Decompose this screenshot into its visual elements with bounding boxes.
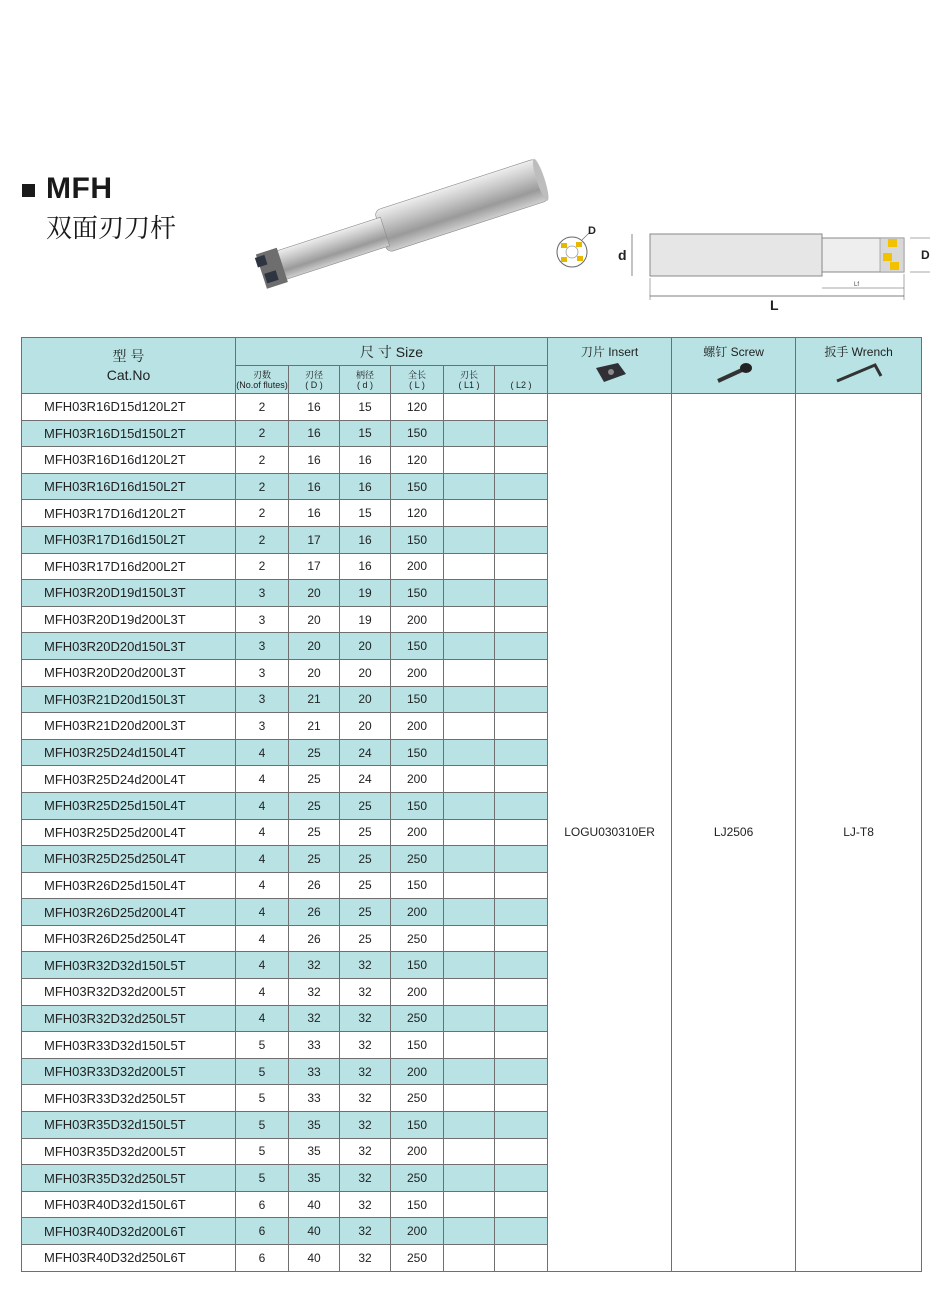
cell-L2 xyxy=(495,1058,548,1085)
cell-L1 xyxy=(444,686,495,713)
cell-d: 32 xyxy=(340,1005,391,1032)
cell-L1 xyxy=(444,580,495,607)
header-insert-label: 刀片 Insert xyxy=(580,345,639,359)
cell-L: 250 xyxy=(391,846,444,873)
cell-d: 25 xyxy=(340,792,391,819)
cell-L1 xyxy=(444,766,495,793)
cell-flutes: 2 xyxy=(236,447,289,474)
header-wrench xyxy=(796,338,922,394)
cell-d: 20 xyxy=(340,659,391,686)
cell-flutes: 2 xyxy=(236,473,289,500)
cell-L1 xyxy=(444,1245,495,1272)
cell-L2 xyxy=(495,819,548,846)
cell-cat-no: MFH03R33D32d150L5T xyxy=(22,1032,236,1059)
cell-L1 xyxy=(444,952,495,979)
cell-L2 xyxy=(495,500,548,527)
cell-flutes: 2 xyxy=(236,500,289,527)
cell-L: 150 xyxy=(391,686,444,713)
cell-L: 150 xyxy=(391,580,444,607)
cell-flutes: 3 xyxy=(236,633,289,660)
title-bullet xyxy=(22,184,35,197)
cell-flutes: 4 xyxy=(236,846,289,873)
cell-D: 25 xyxy=(289,739,340,766)
cell-cat-no: MFH03R35D32d200L5T xyxy=(22,1138,236,1165)
cell-flutes: 3 xyxy=(236,606,289,633)
cell-D: 32 xyxy=(289,952,340,979)
cell-flutes: 4 xyxy=(236,899,289,926)
header-L1 xyxy=(444,366,495,394)
cell-flutes: 2 xyxy=(236,420,289,447)
cell-flutes: 6 xyxy=(236,1245,289,1272)
cell-wrench: LJ-T8 xyxy=(796,394,922,1272)
cell-L: 150 xyxy=(391,473,444,500)
cell-cat-no: MFH03R17D16d200L2T xyxy=(22,553,236,580)
cell-d: 32 xyxy=(340,1058,391,1085)
cell-flutes: 5 xyxy=(236,1138,289,1165)
cell-d: 16 xyxy=(340,447,391,474)
cell-d: 20 xyxy=(340,633,391,660)
tool-holder-image xyxy=(250,150,560,300)
cell-d: 15 xyxy=(340,500,391,527)
cell-L2 xyxy=(495,899,548,926)
cell-L1 xyxy=(444,1005,495,1032)
cell-L2 xyxy=(495,447,548,474)
cell-cat-no: MFH03R40D32d200L6T xyxy=(22,1218,236,1245)
cell-D: 21 xyxy=(289,686,340,713)
cell-L1 xyxy=(444,1112,495,1139)
cell-L2 xyxy=(495,553,548,580)
cell-L2 xyxy=(495,1032,548,1059)
cell-D: 25 xyxy=(289,792,340,819)
cell-d: 20 xyxy=(340,686,391,713)
cell-d: 25 xyxy=(340,925,391,952)
cell-L: 200 xyxy=(391,1138,444,1165)
header-model xyxy=(22,338,236,394)
cell-flutes: 2 xyxy=(236,526,289,553)
cell-flutes: 2 xyxy=(236,553,289,580)
cell-flutes: 4 xyxy=(236,766,289,793)
cell-cat-no: MFH03R21D20d200L3T xyxy=(22,713,236,740)
end-view-D-label: D xyxy=(588,225,596,237)
cell-L2 xyxy=(495,792,548,819)
cell-L1 xyxy=(444,846,495,873)
cell-L2 xyxy=(495,766,548,793)
cell-L: 150 xyxy=(391,1112,444,1139)
cell-L2 xyxy=(495,952,548,979)
cell-d: 32 xyxy=(340,1032,391,1059)
cell-L: 150 xyxy=(391,1032,444,1059)
cell-L1 xyxy=(444,925,495,952)
cell-L2 xyxy=(495,872,548,899)
cell-L2 xyxy=(495,659,548,686)
cell-L1 xyxy=(444,1218,495,1245)
cell-cat-no: MFH03R33D32d250L5T xyxy=(22,1085,236,1112)
cell-L: 120 xyxy=(391,500,444,527)
cell-L: 200 xyxy=(391,766,444,793)
cell-L: 200 xyxy=(391,713,444,740)
cell-d: 25 xyxy=(340,846,391,873)
cell-L1 xyxy=(444,659,495,686)
cell-flutes: 5 xyxy=(236,1112,289,1139)
cell-cat-no: MFH03R16D15d120L2T xyxy=(22,394,236,421)
header-flutes-cn: 刃数 xyxy=(252,369,271,380)
cell-d: 32 xyxy=(340,1218,391,1245)
header-L2-en: ( L2 ) xyxy=(510,379,532,390)
cell-L: 200 xyxy=(391,1218,444,1245)
cell-L1 xyxy=(444,1165,495,1192)
cell-D: 25 xyxy=(289,766,340,793)
cell-L2 xyxy=(495,1112,548,1139)
cell-cat-no: MFH03R26D25d150L4T xyxy=(22,872,236,899)
cell-L: 150 xyxy=(391,739,444,766)
cell-flutes: 6 xyxy=(236,1191,289,1218)
cell-L: 150 xyxy=(391,420,444,447)
cell-cat-no: MFH03R20D20d200L3T xyxy=(22,659,236,686)
cell-L1 xyxy=(444,792,495,819)
cell-L1 xyxy=(444,473,495,500)
cell-L1 xyxy=(444,1085,495,1112)
cell-d: 24 xyxy=(340,766,391,793)
cell-L: 250 xyxy=(391,1245,444,1272)
cell-cat-no: MFH03R25D25d250L4T xyxy=(22,846,236,873)
cell-flutes: 2 xyxy=(236,394,289,421)
cell-cat-no: MFH03R32D32d150L5T xyxy=(22,952,236,979)
wrench-icon xyxy=(831,360,887,386)
cell-d: 32 xyxy=(340,1112,391,1139)
shank-d-label: d xyxy=(618,247,627,263)
header-L1-cn: 刃长 xyxy=(459,369,478,380)
cell-L2 xyxy=(495,1191,548,1218)
cell-d: 32 xyxy=(340,1191,391,1218)
cell-d: 32 xyxy=(340,1138,391,1165)
cell-flutes: 4 xyxy=(236,952,289,979)
cell-D: 21 xyxy=(289,713,340,740)
header-L xyxy=(391,366,444,394)
cell-d: 32 xyxy=(340,1245,391,1272)
cell-D: 40 xyxy=(289,1191,340,1218)
cell-L1 xyxy=(444,420,495,447)
cell-d: 24 xyxy=(340,739,391,766)
cell-L1 xyxy=(444,553,495,580)
cell-flutes: 5 xyxy=(236,1085,289,1112)
cell-L2 xyxy=(495,846,548,873)
cell-D: 33 xyxy=(289,1058,340,1085)
cell-D: 16 xyxy=(289,447,340,474)
header-screw xyxy=(672,338,796,394)
cell-d: 15 xyxy=(340,394,391,421)
header-L-en: ( L ) xyxy=(409,379,425,390)
cell-d: 20 xyxy=(340,713,391,740)
cell-d: 19 xyxy=(340,580,391,607)
cell-D: 20 xyxy=(289,633,340,660)
header-L-cn: 全长 xyxy=(407,369,426,380)
cell-L: 150 xyxy=(391,872,444,899)
cell-L: 150 xyxy=(391,1191,444,1218)
cell-L: 200 xyxy=(391,1058,444,1085)
length-Lf-label: Lf xyxy=(854,282,860,288)
cell-flutes: 5 xyxy=(236,1165,289,1192)
cell-d: 19 xyxy=(340,606,391,633)
cell-D: 25 xyxy=(289,819,340,846)
cell-d: 25 xyxy=(340,899,391,926)
cell-screw: LJ2506 xyxy=(672,394,796,1272)
cell-L1 xyxy=(444,447,495,474)
cell-L2 xyxy=(495,925,548,952)
cell-flutes: 4 xyxy=(236,739,289,766)
cell-flutes: 4 xyxy=(236,925,289,952)
cell-L2 xyxy=(495,420,548,447)
cell-cat-no: MFH03R25D25d150L4T xyxy=(22,792,236,819)
cell-flutes: 4 xyxy=(236,792,289,819)
cell-d: 16 xyxy=(340,553,391,580)
cell-L2 xyxy=(495,1218,548,1245)
cell-D: 16 xyxy=(289,473,340,500)
cell-d: 25 xyxy=(340,819,391,846)
page-title: MFH xyxy=(46,172,113,205)
cell-cat-no: MFH03R25D25d200L4T xyxy=(22,819,236,846)
cell-D: 32 xyxy=(289,979,340,1006)
cell-D: 40 xyxy=(289,1245,340,1272)
cell-D: 40 xyxy=(289,1218,340,1245)
cell-cat-no: MFH03R32D32d250L5T xyxy=(22,1005,236,1032)
cell-flutes: 3 xyxy=(236,659,289,686)
cell-flutes: 4 xyxy=(236,1005,289,1032)
cell-D: 26 xyxy=(289,872,340,899)
header-size: 尺 寸 Size xyxy=(236,338,548,366)
cell-d: 16 xyxy=(340,526,391,553)
cell-flutes: 3 xyxy=(236,713,289,740)
cell-cat-no: MFH03R25D24d150L4T xyxy=(22,739,236,766)
cell-L: 200 xyxy=(391,899,444,926)
cell-L1 xyxy=(444,979,495,1006)
cell-L: 120 xyxy=(391,394,444,421)
cell-cat-no: MFH03R17D16d120L2T xyxy=(22,500,236,527)
cell-L: 200 xyxy=(391,819,444,846)
page-subtitle: 双面刃刀杆 xyxy=(46,213,177,243)
cell-flutes: 3 xyxy=(236,686,289,713)
header-D-cn: 刃径 xyxy=(304,369,323,380)
cell-L2 xyxy=(495,1085,548,1112)
cell-L2 xyxy=(495,1005,548,1032)
spec-table-body xyxy=(22,394,922,1272)
cell-d: 25 xyxy=(340,872,391,899)
cell-L1 xyxy=(444,1058,495,1085)
cell-cat-no: MFH03R35D32d150L5T xyxy=(22,1112,236,1139)
cell-L1 xyxy=(444,394,495,421)
cell-cat-no: MFH03R33D32d200L5T xyxy=(22,1058,236,1085)
length-L-label: L xyxy=(770,297,779,313)
cell-L2 xyxy=(495,580,548,607)
cell-L2 xyxy=(495,633,548,660)
cell-flutes: 5 xyxy=(236,1058,289,1085)
cell-cat-no: MFH03R20D19d200L3T xyxy=(22,606,236,633)
cell-D: 16 xyxy=(289,500,340,527)
cell-L: 250 xyxy=(391,1005,444,1032)
cell-L1 xyxy=(444,500,495,527)
cell-d: 32 xyxy=(340,1165,391,1192)
cell-cat-no: MFH03R16D16d150L2T xyxy=(22,473,236,500)
cell-L1 xyxy=(444,526,495,553)
cell-L1 xyxy=(444,899,495,926)
cell-L2 xyxy=(495,473,548,500)
cell-flutes: 3 xyxy=(236,580,289,607)
cell-insert: LOGU030310ER xyxy=(548,394,672,1272)
cell-L: 120 xyxy=(391,447,444,474)
cell-cat-no: MFH03R35D32d250L5T xyxy=(22,1165,236,1192)
cell-L: 150 xyxy=(391,952,444,979)
header-model-cn: 型 号 xyxy=(112,347,145,364)
header-flutes xyxy=(236,366,289,394)
cell-cat-no: MFH03R26D25d200L4T xyxy=(22,899,236,926)
cell-D: 20 xyxy=(289,580,340,607)
cell-L2 xyxy=(495,713,548,740)
cell-d: 32 xyxy=(340,979,391,1006)
cell-D: 26 xyxy=(289,925,340,952)
header-L2 xyxy=(495,366,548,394)
cell-L2 xyxy=(495,526,548,553)
cell-D: 26 xyxy=(289,899,340,926)
cell-D: 35 xyxy=(289,1112,340,1139)
cell-L2 xyxy=(495,606,548,633)
cell-L1 xyxy=(444,739,495,766)
cell-L1 xyxy=(444,1191,495,1218)
cell-L2 xyxy=(495,979,548,1006)
cell-D: 35 xyxy=(289,1138,340,1165)
cell-d: 32 xyxy=(340,952,391,979)
cell-L1 xyxy=(444,1032,495,1059)
header-insert xyxy=(548,338,672,394)
cell-flutes: 4 xyxy=(236,819,289,846)
insert-icon xyxy=(590,360,630,386)
cell-L: 150 xyxy=(391,792,444,819)
cell-L1 xyxy=(444,819,495,846)
cell-D: 20 xyxy=(289,606,340,633)
cell-cat-no: MFH03R20D19d150L3T xyxy=(22,580,236,607)
header-D xyxy=(289,366,340,394)
cell-D: 16 xyxy=(289,420,340,447)
cell-L: 200 xyxy=(391,979,444,1006)
cutting-D-label: D xyxy=(921,248,930,262)
cell-D: 33 xyxy=(289,1085,340,1112)
header-flutes-en: (No.of flutes) xyxy=(236,379,288,390)
cell-L2 xyxy=(495,1165,548,1192)
cell-L: 150 xyxy=(391,633,444,660)
cell-D: 32 xyxy=(289,1005,340,1032)
cell-cat-no: MFH03R21D20d150L3T xyxy=(22,686,236,713)
cell-flutes: 4 xyxy=(236,872,289,899)
cell-cat-no: MFH03R40D32d250L6T xyxy=(22,1245,236,1272)
header-d-cn: 柄径 xyxy=(355,369,374,380)
header-wrench-label: 扳手 Wrench xyxy=(824,345,893,359)
cell-L1 xyxy=(444,633,495,660)
cell-cat-no: MFH03R17D16d150L2T xyxy=(22,526,236,553)
cell-L1 xyxy=(444,872,495,899)
spec-table xyxy=(21,337,922,1272)
cell-cat-no: MFH03R25D24d200L4T xyxy=(22,766,236,793)
screw-icon xyxy=(712,360,756,386)
cell-L2 xyxy=(495,1138,548,1165)
header-d-en: ( d ) xyxy=(356,379,373,390)
cell-L: 250 xyxy=(391,925,444,952)
table-row xyxy=(22,394,922,421)
cell-L2 xyxy=(495,739,548,766)
cell-D: 16 xyxy=(289,394,340,421)
header-L1-en: ( L1 ) xyxy=(458,379,480,390)
cell-cat-no: MFH03R26D25d250L4T xyxy=(22,925,236,952)
cell-cat-no: MFH03R40D32d150L6T xyxy=(22,1191,236,1218)
cell-L: 250 xyxy=(391,1165,444,1192)
dimension-drawing xyxy=(610,222,940,314)
header-model-en: Cat.No xyxy=(106,366,151,383)
cell-L2 xyxy=(495,1245,548,1272)
cell-D: 17 xyxy=(289,526,340,553)
cell-L2 xyxy=(495,686,548,713)
header-d xyxy=(340,366,391,394)
cell-L: 200 xyxy=(391,606,444,633)
cell-flutes: 4 xyxy=(236,979,289,1006)
cell-D: 35 xyxy=(289,1165,340,1192)
cell-D: 33 xyxy=(289,1032,340,1059)
header-D-en: ( D ) xyxy=(305,379,323,390)
cell-L1 xyxy=(444,606,495,633)
cell-L2 xyxy=(495,394,548,421)
cell-D: 25 xyxy=(289,846,340,873)
cell-D: 20 xyxy=(289,659,340,686)
cell-flutes: 5 xyxy=(236,1032,289,1059)
cell-cat-no: MFH03R16D16d120L2T xyxy=(22,447,236,474)
cell-cat-no: MFH03R32D32d200L5T xyxy=(22,979,236,1006)
cell-cat-no: MFH03R20D20d150L3T xyxy=(22,633,236,660)
cell-flutes: 6 xyxy=(236,1218,289,1245)
end-view-drawing xyxy=(552,222,602,272)
cell-d: 32 xyxy=(340,1085,391,1112)
cell-d: 15 xyxy=(340,420,391,447)
cell-L: 150 xyxy=(391,526,444,553)
cell-D: 17 xyxy=(289,553,340,580)
header-screw-label: 螺钉 Screw xyxy=(703,345,764,359)
cell-L: 200 xyxy=(391,659,444,686)
cell-L1 xyxy=(444,1138,495,1165)
cell-L: 250 xyxy=(391,1085,444,1112)
cell-L1 xyxy=(444,713,495,740)
cell-cat-no: MFH03R16D15d150L2T xyxy=(22,420,236,447)
cell-d: 16 xyxy=(340,473,391,500)
cell-L: 200 xyxy=(391,553,444,580)
